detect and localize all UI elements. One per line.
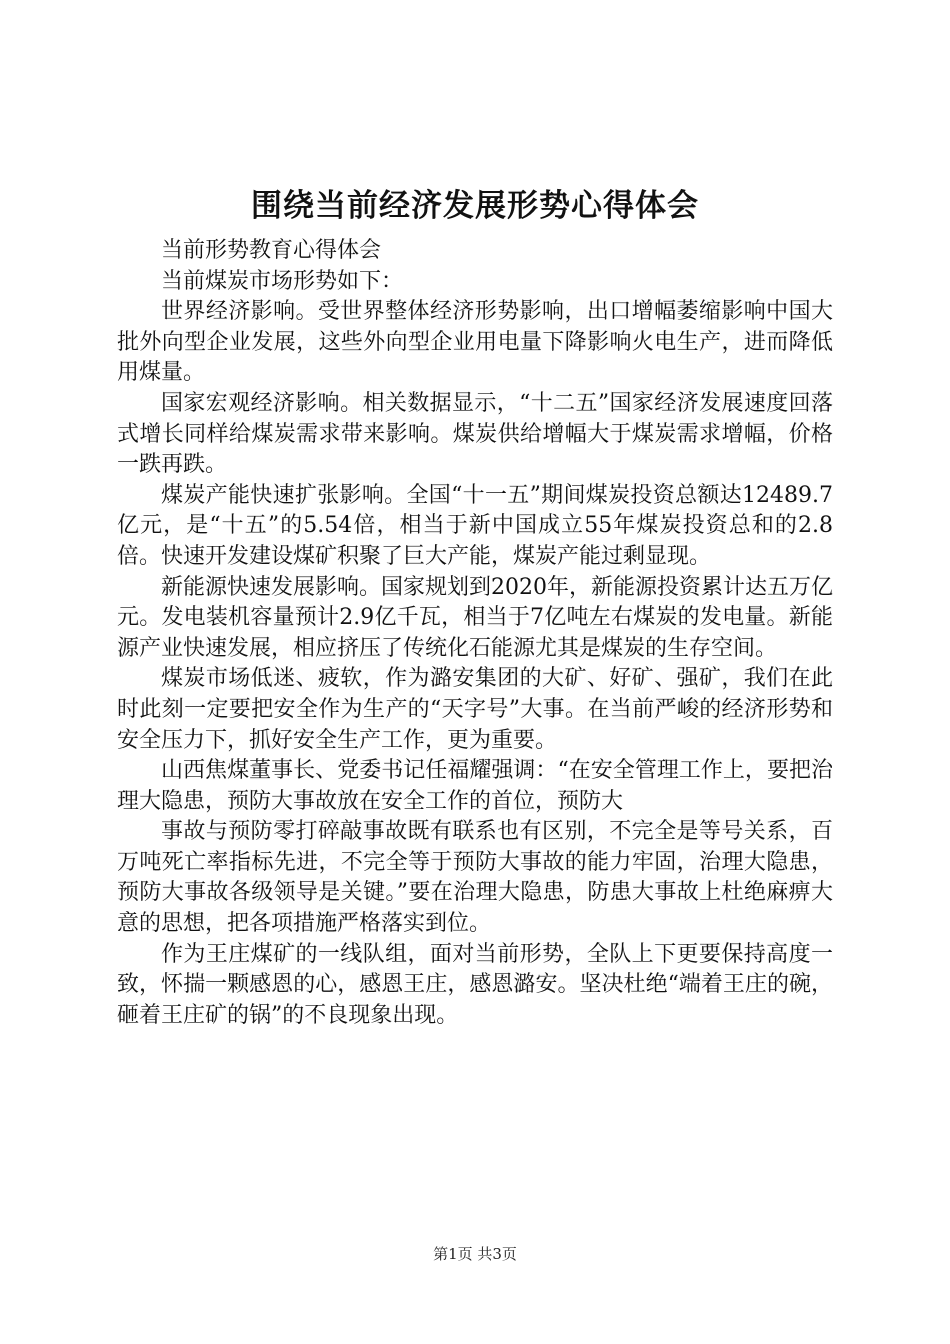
page-number-footer: 第1页 共3页 xyxy=(433,1245,517,1263)
document-body xyxy=(117,236,833,1031)
paragraph: 作为王庄煤矿的一线队组，面对当前形势，全队上下更要保持高度一致，怀揣一颗感恩的心，感恩王庄，感恩潞安。坚决杜绝“端着王庄的碗，砸着王庄矿的锅”的不良现象出现。 xyxy=(117,941,833,1028)
paragraph: 新能源快速发展影响。国家规划到2020年，新能源投资累计达五万亿元。发电装机容量预计2.9亿千瓦，相当于7亿吨左右煤炭的发电量。新能源产业快速发展，相应挤压了传统化石能源尤其是煤炭的生存空间。 xyxy=(117,574,833,661)
paragraph: 煤炭产能快速扩张影响。全国“十一五”期间煤炭投资总额达12489.7亿元，是“十五”的5.54倍，相当于新中国成立55年煤炭投资总和的2.8倍。快速开发建设煤矿积聚了巨大产能，煤炭产能过剩显现。 xyxy=(117,482,833,569)
paragraph: 事故与预防零打碎敲事故既有联系也有区别，不完全是等号关系，百万吨死亡率指标先进，不完全等于预防大事故的能力牢固，治理大隐患，预防大事故各级领导是关键。”要在治理大隐患，防患大事故上杜绝麻痹大意的思想，把各项措施严格落实到位。 xyxy=(117,819,833,937)
document-title: 围绕当前经济发展形势心得体会 xyxy=(251,188,699,224)
paragraph: 国家宏观经济影响。相关数据显示，“十二五”国家经济发展速度回落式增长同样给煤炭需求带来影响。煤炭供给增幅大于煤炭需求增幅，价格一跌再跌。 xyxy=(117,390,833,478)
paragraph: 煤炭市场低迷、疲软，作为潞安集团的大矿、好矿、强矿，我们在此时此刻一定要把安全作为生产的“天字号”大事。在当前严峻的经济形势和安全压力下，抓好安全生产工作，更为重要。 xyxy=(117,666,833,753)
paragraph: 当前煤炭市场形势如下： xyxy=(161,268,404,294)
paragraph: 山西焦煤董事长、党委书记任福耀强调：“在安全管理工作上，要把治理大隐患，预防大事故放在安全工作的首位，预防大 xyxy=(117,758,833,814)
paragraph: 当前形势教育心得体会 xyxy=(161,238,382,263)
paragraph: 世界经济影响。受世界整体经济形势影响，出口增幅萎缩影响中国大批外向型企业发展，这些外向型企业用电量下降影响火电生产，进而降低用煤量。 xyxy=(117,299,833,386)
